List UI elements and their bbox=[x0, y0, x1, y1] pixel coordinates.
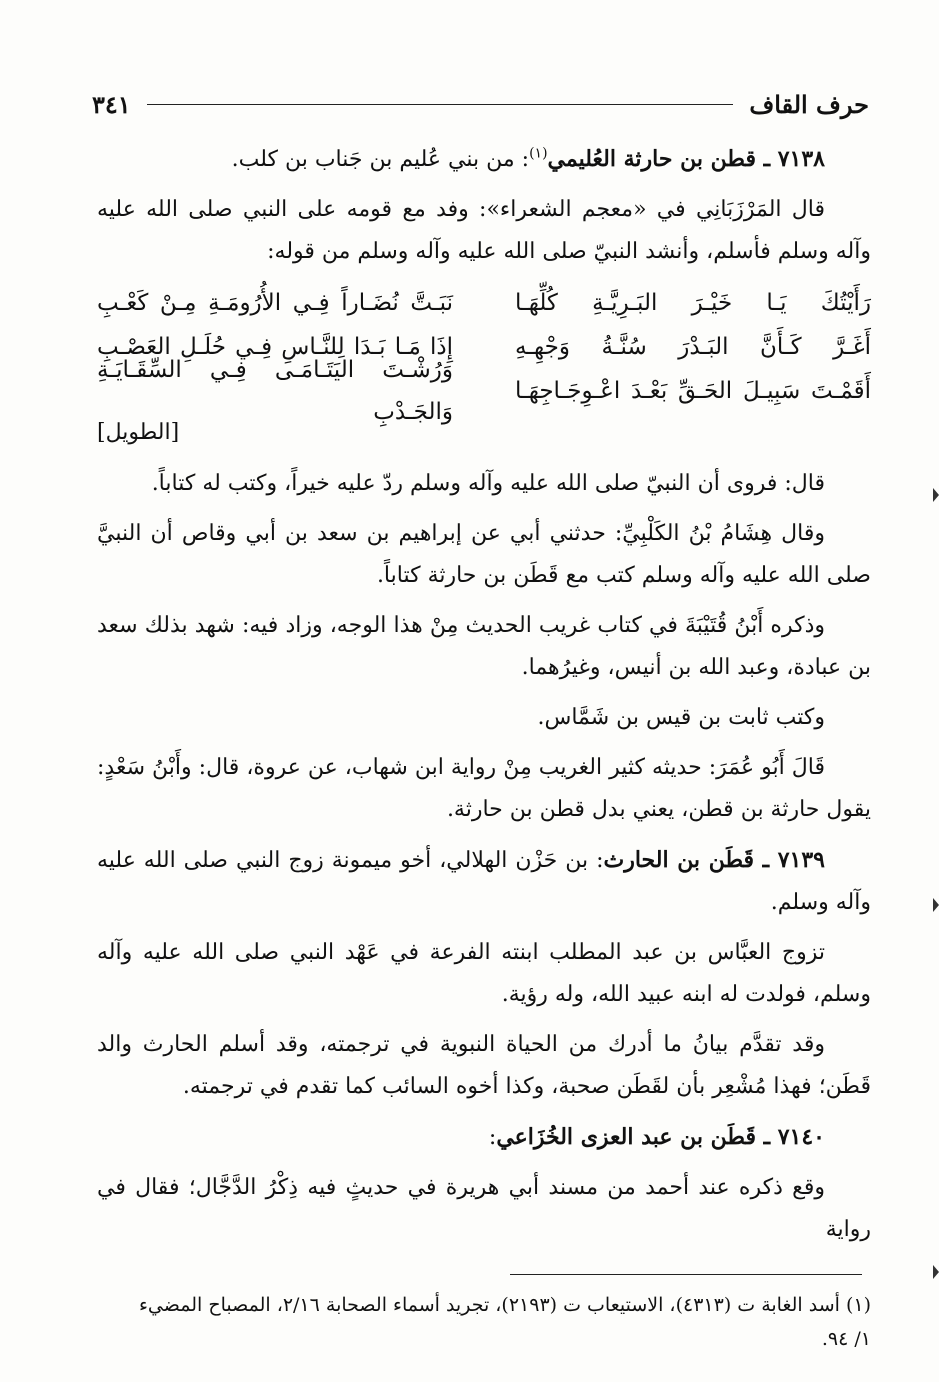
entry-7138 bbox=[97, 138, 871, 181]
footnote-line: ١/ ٩٤. bbox=[821, 1328, 871, 1350]
paragraph: وقال هِشَامُ بْنُ الكَلْبِيِّ: حدثني أبي عن إبراهيم بن سعد بن أبي وقاص أن النبيَّ صلى الله عليه وآله وسلم كتب مع قَطَن بن حارثة كتاباً. bbox=[97, 521, 871, 588]
main-text bbox=[97, 138, 871, 1259]
footnote bbox=[97, 1288, 871, 1356]
entry-7140 bbox=[97, 1116, 871, 1159]
margin-mark-icon bbox=[933, 488, 939, 502]
footnote-line: (١) أسد الغابة ت (٤٣١٣)، الاستيعاب ت (٢١٩٣)، تجريد أسماء الصحابة ٢/١٦، المصباح المضيء bbox=[139, 1294, 871, 1316]
poem-meter: [الطويل] bbox=[97, 420, 180, 445]
paragraph: قال: فروى أن النبيّ صلى الله عليه وآله وسلم ردّ عليه خيراً، وكتب له كتاباً. bbox=[151, 471, 825, 496]
paragraph: تزوج العبَّاس بن عبد المطلب ابنته الفرعة في عَهْد النبي صلى الله عليه وآله وسلم، فولدت له ابنه عبيد الله، وله رؤية. bbox=[97, 940, 871, 1007]
paragraph: وكتب ثابت بن قيس بن شَمَّاس. bbox=[537, 705, 825, 730]
poem bbox=[97, 281, 871, 453]
page-number: ٣٤١ bbox=[92, 89, 131, 119]
entry-7140-title: ٧١٤٠ ـ قَطَن بن عبد العزى الخُزَاعي bbox=[496, 1124, 825, 1150]
paragraph: قَالَ أَبُو عُمَرَ: حديثه كثير الغريب مِنْ رواية ابن شهاب، عن عروة، قال: وأَبْنُ سَعْدٍ: يقول حارثة بن قطن، يعني بدل قطن بن حارثة. bbox=[97, 755, 871, 822]
footnote-rule bbox=[510, 1274, 862, 1275]
entry-7140-text: : bbox=[488, 1125, 497, 1150]
paragraph: وذكره أَبْنُ قُتَيْبَةَ في كتاب غريب الحديث مِنْ هذا الوجه، وزاد فيه: شهد بذلك سعد بن عبادة، وعبد الله بن أنيس، وغيرُهما. bbox=[97, 613, 871, 680]
paragraph: وقد تقدَّم بيانُ ما أدرك من الحياة النبوية في ترجمته، وقد أسلم الحارث والد قَطَن؛ فهذا مُشْعِر بأن لقَطَن صحبة، وكذا أخوه السائب كما تقدم في ترجمته. bbox=[97, 1032, 871, 1099]
poem-hemistich-first: رَأَيْتُكَ يَـا خَيْـرَ البَـرِيَّـةِ كُلِّهَـا bbox=[514, 290, 871, 316]
paragraph: قال المَرْزَبَانِي في «معجم الشعراء»: وفد مع قومه على النبي صلى الله عليه وآله وسلم فأسلم، وأنشد النبيّ صلى الله عليه وآله وسلم من قوله: bbox=[97, 197, 871, 264]
entry-7139-text: : بن حَزْن الهلالي، أخو ميمونة زوج النبي صلى الله عليه وآله وسلم. bbox=[97, 848, 871, 915]
margin-mark-icon bbox=[933, 898, 939, 912]
margin-mark-icon bbox=[933, 1265, 939, 1279]
footnote-ref: (١) bbox=[529, 145, 548, 162]
poem-hemistich-second: وَرُشْـتَ اليَتَـامَـى فِـي السِّقَـايَـةِ وَالجَـدْبِ bbox=[97, 357, 454, 425]
page-header bbox=[92, 84, 869, 124]
poem-hemistich-first: أَقَمْـتَ سَبِيـلَ الحَـقِّ بَعْـدَ اعْـوِجَـاجِهَـا bbox=[514, 378, 871, 404]
header-rule bbox=[147, 104, 734, 105]
entry-7138-title: ٧١٣٨ ـ قطن بن حارثة العُليمي bbox=[547, 146, 825, 172]
entry-7138-text: : من بني عُليم بن جَناب بن كلب. bbox=[231, 147, 530, 172]
chapter-title: حرف القاف bbox=[749, 89, 869, 119]
entry-7139 bbox=[97, 839, 871, 924]
poem-hemistich-second: نَبَـتَّ نُضَـاراً فِـي الأُرُومَـةِ مِـنْ كَعْـبِ bbox=[97, 290, 454, 316]
poem-verse bbox=[97, 357, 871, 425]
poem-hemistich-first: أَغَـرَّ كَـأَنَّ البَـدْرَ سُنَّـةُ وَجْهِـهِ bbox=[514, 334, 871, 360]
entry-7139-title: ٧١٣٩ ـ قَطَن بن الحارث bbox=[603, 847, 825, 873]
poem-hemistich-second: إِذَا مَـا بَـدَا لِلنَّـاسِ فِـي حُلَـلِ العَصْـبِ bbox=[97, 334, 454, 360]
poem-verse bbox=[97, 281, 871, 325]
paragraph: وقع ذكره عند أحمد من مسند أبي هريرة في حديثٍ فيه ذِكْرُ الدَّجَّال؛ فقال في رواية bbox=[97, 1175, 871, 1242]
